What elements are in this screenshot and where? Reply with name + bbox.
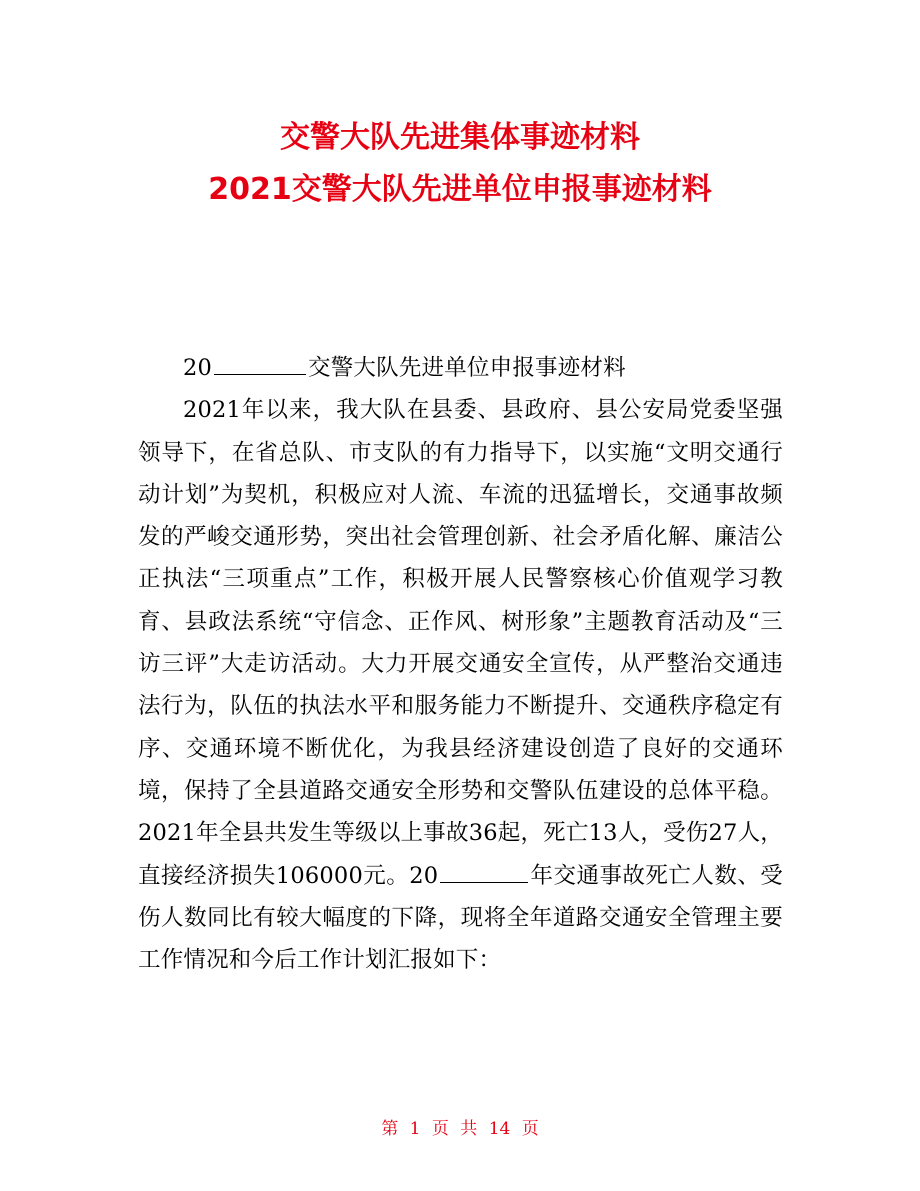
body-paragraph <box>138 389 783 981</box>
footer-mid2: 共 <box>460 1119 478 1139</box>
subtitle-prefix: 20 <box>183 355 213 381</box>
body-subtitle <box>138 347 783 389</box>
title-line-1: 交警大队先进集体事迹材料 <box>280 120 640 155</box>
footer-mid1: 页 <box>431 1119 449 1139</box>
page-footer <box>0 1114 920 1139</box>
document-body <box>138 347 783 981</box>
footer-suffix: 页 <box>521 1119 539 1139</box>
body-paragraph-part1: 2021年以来，我大队在县委、县政府、县公安局党委坚强领导下，在省总队、市支队的有力指导下，以实施“文明交通行动计划”为契机，积极应对人流、车流的迅猛增长，交通事故频发的严峻交通形势，突出社会管理创新、社会矛盾化解、廉洁公正执法“三项重点”工作，积极开展人民警察核心价值观学习教育、县政法系统“守信念、正作风、树形象”主题教育活动及“三访三评”大走访活动。大力开展交通安全宣传，从严整治交通违法行为，队伍的执法水平和服务能力不断提升、交通秩序稳定有序、交通环境不断优化，为我县经济建设创造了良好的交通环境，保持了全县道路交通安全形势和交警队伍建设的总体平稳。2021年全县共发生等级以上事故36起，死亡13人，受伤27人，直接经济损失106000元。20 <box>138 397 783 889</box>
document-title <box>0 112 920 216</box>
title-line-2: 2021交警大队先进单位申报事迹材料 <box>208 172 712 207</box>
blank-underline <box>440 881 528 883</box>
footer-total-pages: 14 <box>488 1119 511 1139</box>
footer-current-page: 1 <box>409 1119 421 1139</box>
subtitle-suffix: 交警大队先进单位申报事迹材料 <box>308 355 626 381</box>
body-paragraph-part2: 年交通事故死亡人数、受伤人数同比有较大幅度的下降，现将全年道路交通安全管理主要工作情况和今后工作计划汇报如下： <box>138 862 783 974</box>
blank-underline <box>214 373 306 375</box>
footer-prefix: 第 <box>381 1119 399 1139</box>
